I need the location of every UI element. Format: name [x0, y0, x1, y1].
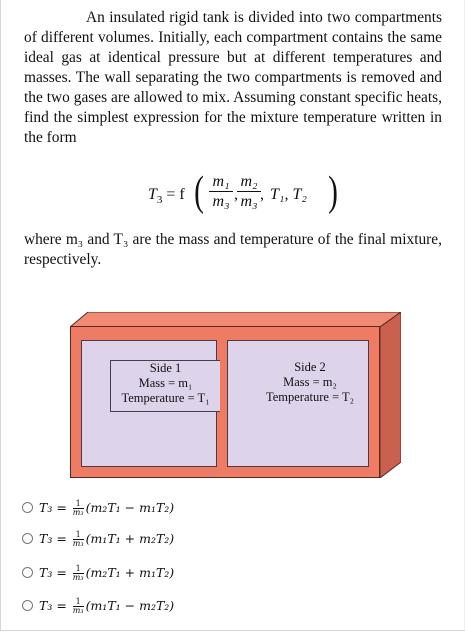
radio-button[interactable]	[22, 502, 33, 513]
radio-button[interactable]	[22, 533, 33, 544]
tank-top-face	[70, 312, 401, 327]
formula-fraction-2: m₂ m₃	[236, 172, 262, 211]
choice-4[interactable]: T₃ = $\frac{1}{\text{m₃}}$ (m₁T₁ − m₂T₂)	[22, 596, 322, 616]
formula-close-paren: )	[328, 169, 338, 215]
side-1-label: Side 1 Mass = m₁ Temperature = T₁	[110, 360, 220, 412]
formula-lhs: $T_3 = f$	[148, 186, 185, 206]
problem-statement: An insulated rigid tank is divided into two compartments of different volumes. Initially, each compartment contains the same ideal gas at identical pressure but at different temperatures and masses. The wall separating the two compartments is removed and the two gases are allowed to mix. Assuming constant specific heats, find the simplest expression for the mixture temperature written in the form	[24, 9, 442, 146]
formula-open-paren: (	[194, 169, 204, 215]
formula-temperature-args: T₁, T₂	[270, 186, 307, 203]
choice-2[interactable]: T₃ = $\frac{1}{\text{m₃}}$ (m₁T₁ + m₂T₂)	[22, 529, 322, 549]
target-formula: $T_3 = f$ ( m₁ m₃ , m₂ m₃ , T₁, T₂ )	[148, 169, 338, 215]
side-2-label: Side 2 Mass = m₂ Temperature = T₂	[254, 360, 366, 412]
tank-side-face	[380, 312, 401, 478]
problem-definition-note: where m₃ and T₃ are the mass and temperature of the final mixture, respectively.	[24, 231, 442, 268]
radio-button[interactable]	[22, 600, 33, 611]
choice-1[interactable]: T₃ = $\frac{1}{\text{m₃}}$ (m₂T₁ − m₁T₂)	[22, 498, 322, 518]
choice-3[interactable]: T₃ = $\frac{1}{\text{m₃}}$ (m₂T₁ + m₁T₂)	[22, 563, 322, 583]
formula-fraction-1: m₁ m₃	[208, 172, 234, 211]
radio-button[interactable]	[22, 567, 33, 578]
